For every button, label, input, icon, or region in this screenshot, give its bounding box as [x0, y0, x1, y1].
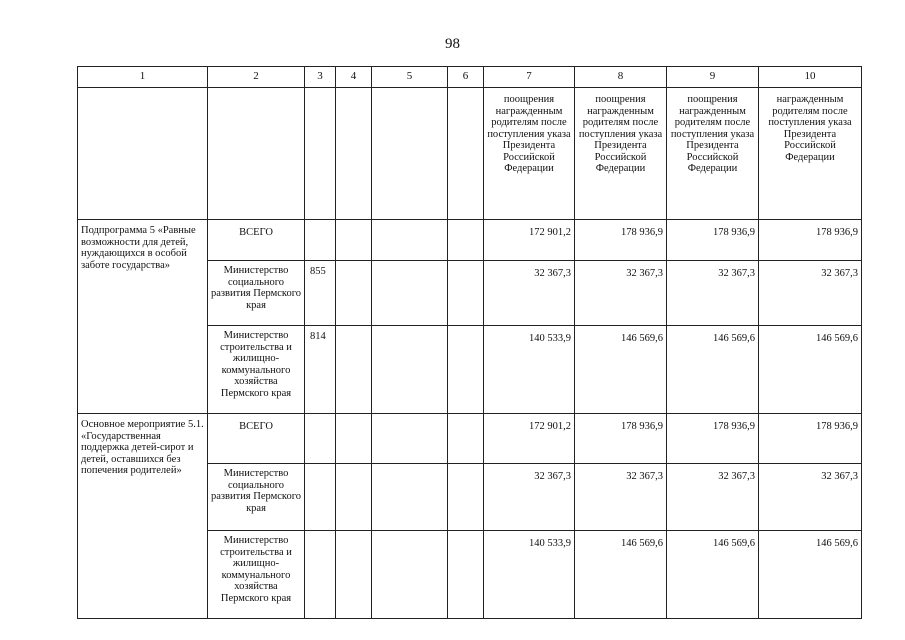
value-cell: 32 367,3	[484, 464, 575, 531]
value-cell: 146 569,6	[667, 326, 759, 414]
empty-cell	[448, 326, 484, 414]
executor-cell: ВСЕГО	[208, 220, 305, 261]
column-number: 8	[575, 67, 667, 88]
empty-cell	[448, 220, 484, 261]
value-cell: 172 901,2	[484, 220, 575, 261]
value-cell: 32 367,3	[759, 464, 862, 531]
executor-cell: Министерство строительства и жилищно-коммунального хозяйства Пермского края	[208, 531, 305, 619]
column-number: 2	[208, 67, 305, 88]
empty-cell	[372, 261, 448, 326]
table-row	[78, 220, 862, 261]
column-description: награжденным родителям после поступления указа Президента Российской Федерации	[759, 88, 862, 220]
value-cell: 178 936,9	[575, 414, 667, 464]
empty-cell	[448, 88, 484, 220]
empty-cell	[448, 414, 484, 464]
empty-cell	[305, 88, 336, 220]
column-number: 5	[372, 67, 448, 88]
value-cell: 178 936,9	[759, 220, 862, 261]
empty-cell	[336, 414, 372, 464]
column-number: 4	[336, 67, 372, 88]
column-number-row	[78, 67, 862, 88]
page-number: 98	[445, 36, 460, 52]
code-cell	[305, 531, 336, 619]
value-cell: 178 936,9	[575, 220, 667, 261]
value-cell: 140 533,9	[484, 326, 575, 414]
value-cell: 146 569,6	[575, 531, 667, 619]
empty-cell	[372, 464, 448, 531]
table-row	[78, 414, 862, 464]
value-cell: 146 569,6	[759, 531, 862, 619]
value-cell: 32 367,3	[667, 464, 759, 531]
executor-cell: Министерство социального развития Пермского края	[208, 464, 305, 531]
empty-cell	[448, 531, 484, 619]
value-cell: 146 569,6	[667, 531, 759, 619]
program-name: Подпрограмма 5 «Равные возможности для детей, нуждающихся в особой заботе государства»	[78, 220, 208, 414]
value-cell: 32 367,3	[667, 261, 759, 326]
executor-cell: ВСЕГО	[208, 414, 305, 464]
column-number: 7	[484, 67, 575, 88]
value-cell: 32 367,3	[484, 261, 575, 326]
empty-cell	[336, 261, 372, 326]
empty-cell	[336, 531, 372, 619]
executor-cell: Министерство социального развития Пермского края	[208, 261, 305, 326]
column-description: поощрения награжденным родителям после поступления указа Президента Российской Федерации	[484, 88, 575, 220]
value-cell: 32 367,3	[575, 261, 667, 326]
empty-cell	[336, 326, 372, 414]
empty-cell	[336, 88, 372, 220]
activity-name: Основное мероприятие 5.1. «Государственная поддержка детей-сирот и детей, оставшихся без попечения родителей»	[78, 414, 208, 619]
value-cell: 32 367,3	[575, 464, 667, 531]
code-cell: 814	[305, 326, 336, 414]
code-cell	[305, 414, 336, 464]
column-description-row	[78, 88, 862, 220]
value-cell: 32 367,3	[759, 261, 862, 326]
value-cell: 178 936,9	[759, 414, 862, 464]
code-cell	[305, 464, 336, 531]
code-cell: 855	[305, 261, 336, 326]
empty-cell	[336, 220, 372, 261]
column-number: 6	[448, 67, 484, 88]
column-number: 3	[305, 67, 336, 88]
column-number: 1	[78, 67, 208, 88]
empty-cell	[372, 414, 448, 464]
empty-cell	[372, 88, 448, 220]
empty-cell	[208, 88, 305, 220]
empty-cell	[78, 88, 208, 220]
empty-cell	[372, 326, 448, 414]
empty-cell	[448, 464, 484, 531]
value-cell: 146 569,6	[759, 326, 862, 414]
value-cell: 140 533,9	[484, 531, 575, 619]
column-description: поощрения награжденным родителям после поступления указа Президента Российской Федерации	[575, 88, 667, 220]
budget-table	[77, 66, 862, 619]
value-cell: 146 569,6	[575, 326, 667, 414]
column-number: 9	[667, 67, 759, 88]
empty-cell	[336, 464, 372, 531]
executor-cell: Министерство строительства и жилищно-коммунального хозяйства Пермского края	[208, 326, 305, 414]
value-cell: 178 936,9	[667, 220, 759, 261]
code-cell	[305, 220, 336, 261]
value-cell: 172 901,2	[484, 414, 575, 464]
empty-cell	[372, 220, 448, 261]
column-number: 10	[759, 67, 862, 88]
value-cell: 178 936,9	[667, 414, 759, 464]
empty-cell	[372, 531, 448, 619]
empty-cell	[448, 261, 484, 326]
column-description: поощрения награжденным родителям после поступления указа Президента Российской Федерации	[667, 88, 759, 220]
